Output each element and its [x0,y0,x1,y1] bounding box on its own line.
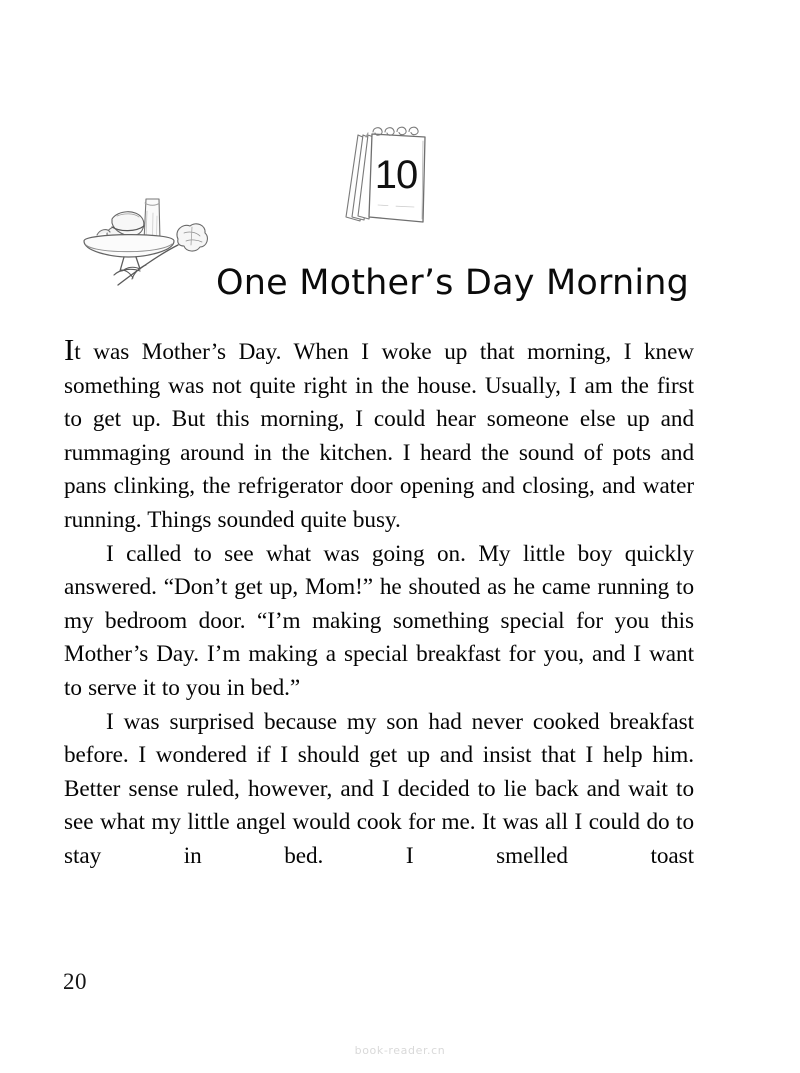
raised-cap: I [64,332,75,367]
paragraph-1-text: t was Mother’s Day. When I woke up that morning, I knew something was not quite right in the house. Usually, I am the first to get up. But this morning, I could hear someone else up and rummaging around in the kitchen. I heard the sound of pots and pans clinking, the refrigerator door opening and closing, and water running. Things sounded quite busy. [64,339,694,533]
chapter-title: One Mother’s Day Morning [216,263,690,304]
breakfast-tray-icon [74,183,220,301]
site-watermark: book-reader.cn [354,1044,446,1057]
paragraph-3: I was surprised because my son had never cooked breakfast before. I wondered if I should get up and insist that I help him. Better sense ruled, however, and I decided to lie back and wait to see what my little angel would cook for me. It was all I could do to stay in bed. I smelled toast [64,708,694,869]
body-text [64,332,694,874]
paragraph-2: I called to see what was going on. My little boy quickly answered. “Don’t get up, Mom!” he shouted as he came running to my bedroom door. “I’m making something special for you this Mother’s Day. I’m making a special breakfast for you, and I want to serve it to you in bed.” [64,540,694,701]
paragraph-1 [64,332,694,538]
chapter-header [0,0,800,320]
page-number: 20 [63,969,87,994]
desk-calendar-icon [328,113,440,233]
chapter-number: 10 [374,153,418,197]
